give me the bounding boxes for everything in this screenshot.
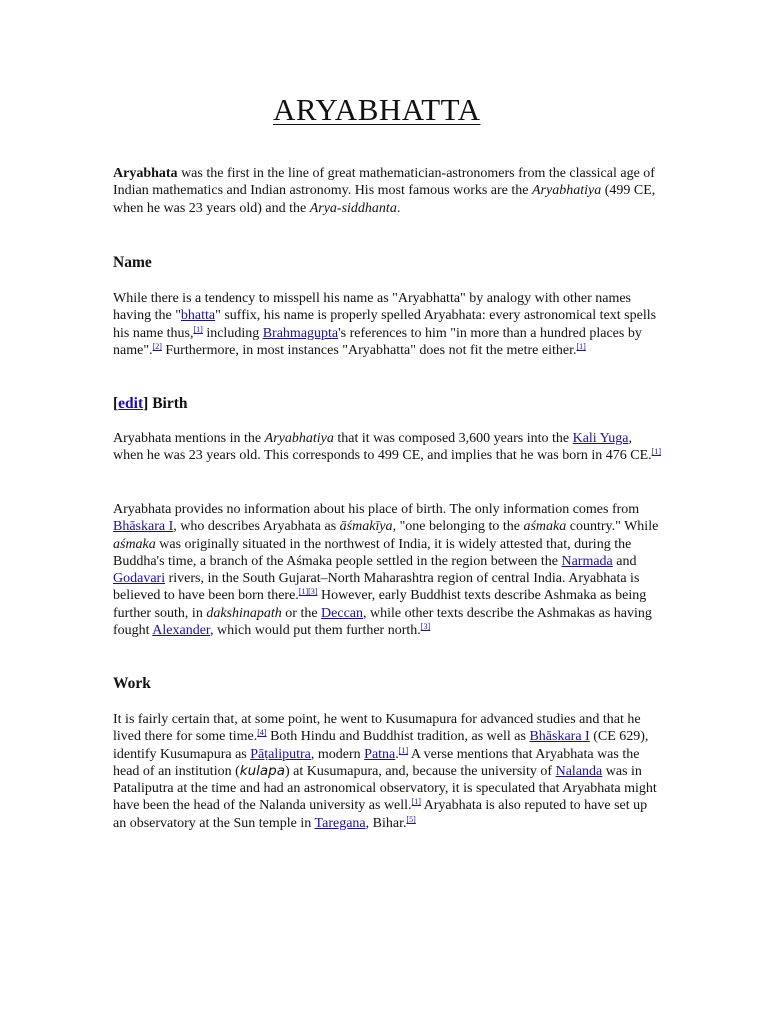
subject-name: Aryabhata (113, 166, 178, 181)
work-paragraph (113, 711, 661, 832)
body-text: Aryabhata is also reputed to have set up an observatory at the Sun temple in (113, 798, 648, 831)
birth-paragraph-2 (113, 501, 661, 639)
body-text: A verse mentions that Aryabhata was the head of an institution ( (113, 746, 640, 779)
body-text: , who describes Aryabhata as (173, 519, 340, 535)
body-text: However, early Buddhist texts describe Ashmaka as being further south, in (113, 588, 647, 621)
edit-bracket: [ (113, 395, 119, 412)
body-text: Aryabhata mentions in the (113, 431, 265, 446)
work-title: Aryabhatiya (532, 183, 602, 199)
body-text: was in Pataliputra at the time and had an astronomical observatory, it is speculated that Aryabhata might have been the head of the Nalanda university as well. (113, 763, 657, 814)
body-text: and (612, 553, 637, 569)
body-text: that it was composed 3,600 years into the (333, 431, 573, 446)
section-heading-birth (113, 395, 188, 413)
body-text: rivers, in the South Gujarat–North Maharashtra region of central India. Aryabhata is believed to have been born there. (113, 571, 640, 604)
link-godavari[interactable]: Godavari (113, 571, 166, 587)
section-heading-work: Work (113, 675, 151, 692)
italic-term: āśmakīya (339, 519, 393, 535)
body-text: , when he was 23 years old. This corresponds to 499 CE, and implies that he was born in 476 CE. (113, 431, 652, 464)
intro-paragraph (113, 165, 661, 217)
body-text: , modern (310, 746, 365, 762)
work-title: Arya-siddhanta (309, 200, 397, 216)
body-text: While there is a tendency to misspell his name as "Aryabhatta" by analogy with other names having the " (113, 291, 632, 324)
body-text: (CE 629), identify Kusumapura as (113, 729, 649, 762)
birth-paragraph-1 (113, 430, 661, 465)
section-heading-name: Name (113, 254, 152, 271)
body-text: ) at Kusumapura, and, because the university of (285, 763, 556, 779)
link-taregana[interactable]: Taregana (314, 815, 366, 831)
body-text: or the (281, 605, 322, 621)
body-text: Both Hindu and Buddhist tradition, as well as (266, 729, 530, 745)
body-text: was originally situated in the northwest of India, it is widely attested that, during the Buddha's time, a branch of the Aśmaka people settled in the region between the (113, 536, 632, 569)
edit-link[interactable]: edit (118, 395, 144, 412)
italic-term: dakshinapath (206, 605, 282, 621)
link-patna[interactable]: Patna (364, 746, 396, 762)
citation-link[interactable]: [1] (651, 447, 661, 457)
italic-term: aśmaka (523, 519, 567, 535)
intro-text: was the first in the line of great mathematician-astronomers from the classical age of Indian mathematics and Indian astronomy. His most famous works are the (113, 166, 655, 199)
citation-link[interactable]: [3] (420, 622, 431, 632)
citation-link[interactable]: [1] (398, 745, 409, 755)
body-text: , Bihar. (365, 815, 407, 831)
italic-term: aśmaka (113, 536, 156, 552)
link-narmada[interactable]: Narmada (561, 553, 613, 569)
citation-link[interactable]: [2] (152, 341, 162, 351)
citation-link[interactable]: [4] (257, 728, 267, 738)
link-deccan[interactable]: Deccan (321, 605, 364, 621)
italic-term: kulapa (239, 762, 286, 779)
body-text: " suffix, his name is properly spelled Aryabhata: every astronomical text spells his name thus, (113, 308, 657, 341)
link-bhaskara[interactable]: Bhāskara I (529, 729, 590, 745)
body-text: Aryabhata provides no information about his place of birth. The only information comes from (113, 502, 640, 517)
intro-text: . (396, 200, 401, 216)
body-text: including (202, 325, 263, 341)
citation-link[interactable]: [1][3] (298, 587, 318, 597)
work-title: Aryabhatiya (264, 431, 334, 446)
citation-link[interactable]: [5] (406, 814, 416, 824)
body-text: country." While (566, 519, 659, 535)
link-bhaskara[interactable]: Bhāskara I (113, 519, 174, 535)
body-text: , while other texts describe the Ashmakas as having fought (113, 605, 652, 639)
body-text: . (395, 746, 399, 762)
intro-text: (499 CE, when he was 23 years old) and the (113, 183, 656, 216)
body-text: , which would put them further north. (210, 623, 421, 639)
citation-link[interactable]: [1] (576, 341, 586, 351)
body-text: 's references to him "in more than a hundred places by name". (113, 325, 642, 358)
edit-bracket: ] (143, 395, 149, 412)
link-nalanda[interactable]: Nalanda (555, 763, 603, 779)
link-alexander[interactable]: Alexander (152, 623, 211, 639)
body-text: , "one belonging to the (392, 519, 524, 535)
link-brahmagupta[interactable]: Brahmagupta (262, 325, 339, 341)
citation-link[interactable]: [1] (411, 797, 421, 807)
name-paragraph (113, 290, 661, 359)
link-bhatta[interactable]: bhatta (180, 308, 216, 324)
link-kali-yuga[interactable]: Kali Yuga (572, 431, 629, 446)
body-text: It is fairly certain that, at some point, he went to Kusumapura for advanced studies and that he lived there for some time. (113, 712, 641, 745)
citation-link[interactable]: [1] (193, 324, 203, 334)
link-pataliputra[interactable]: Pāṭaliputra (250, 746, 311, 762)
page-title: ARYABHATTA (273, 92, 481, 127)
body-text: Furthermore, in most instances "Aryabhatta" does not fit the metre either. (161, 342, 577, 358)
section-heading-text: Birth (148, 395, 188, 412)
